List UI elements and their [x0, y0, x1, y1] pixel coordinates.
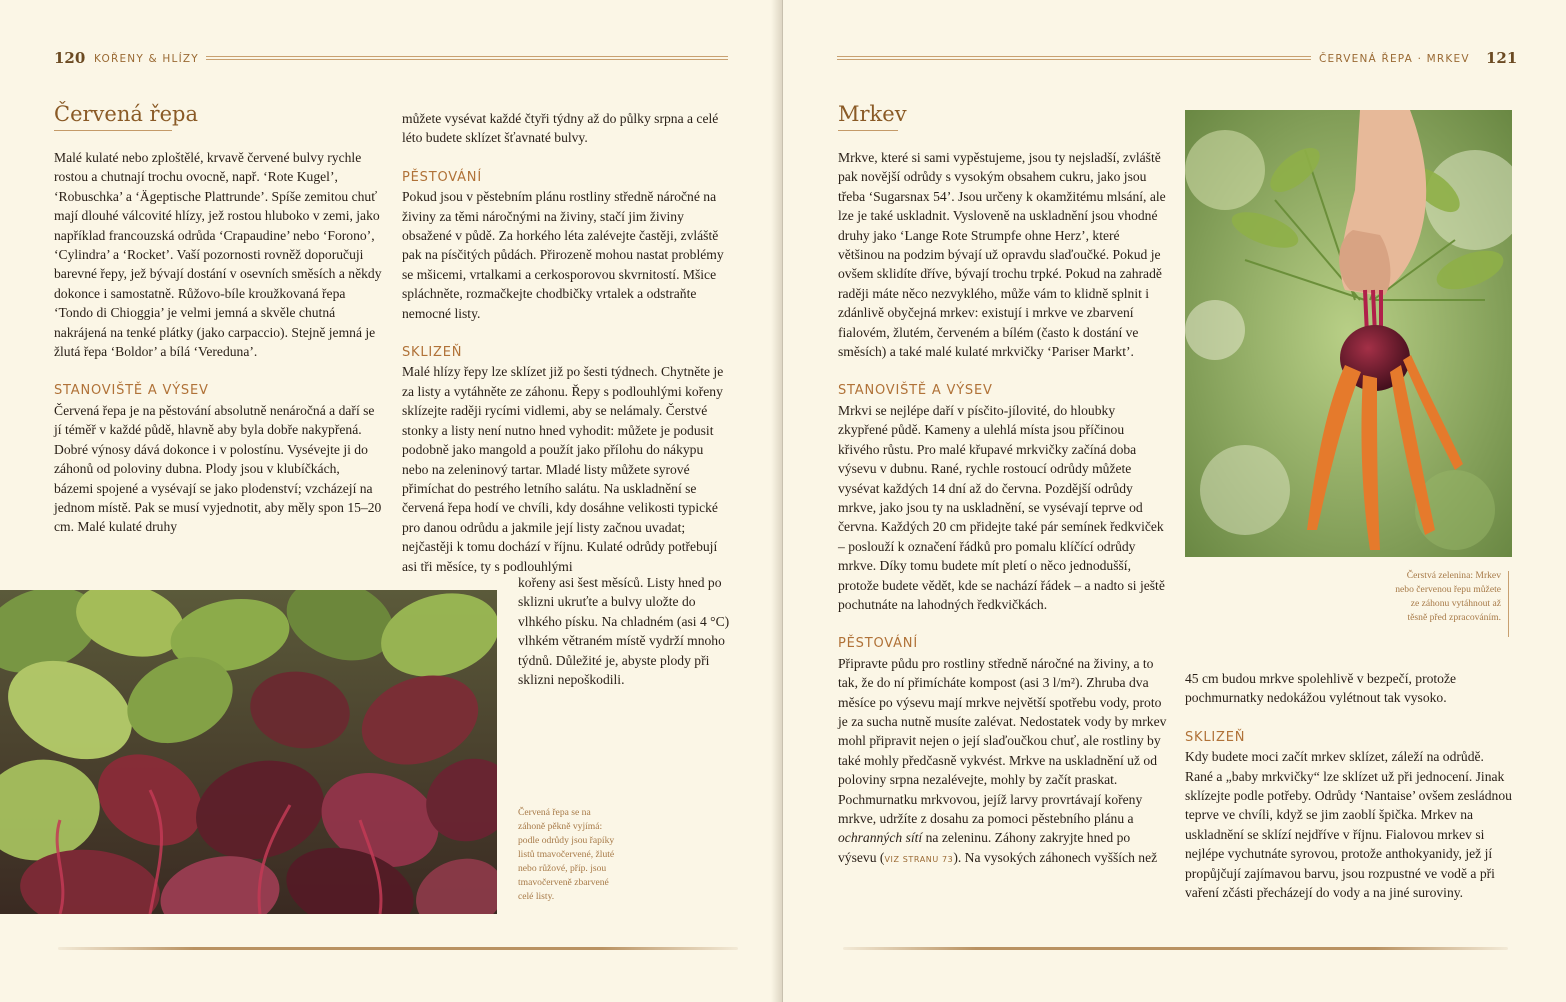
title-underline [54, 130, 172, 131]
page-number: 121 [1486, 49, 1518, 67]
section-heading: SKLIZEŇ [402, 345, 463, 361]
column-1 [54, 148, 382, 537]
section-heading: PĚSTOVÁNÍ [838, 636, 918, 652]
footer-rule [58, 947, 738, 950]
section-title: Mrkev [838, 102, 907, 126]
italic-term: ochranných sítí [838, 830, 923, 846]
text-run: Připravte půdu pro rostliny středně náročné na živiny, a to tak, že do ní přimícháte kompost (asi 3 l/m²). Zhruba dva měsíce po výsevu mají mrkve největší spotřebu vody, proto je za sucha nutně musíte zalévat. Nedostatek vody by mrkev mohl připravit nejen o její slaďoučkou chuť, ale rostliny by také mohly předčasně vykvést. Mrkve na uskladnění už od poloviny srpna nezalévejte, mohly by začít praskat. Pochmurnatku mrkvovou, jejíž larvy provrtávají kořeny mrkve, udržíte z dosahu za pomoci pěstebního plánu a [838, 655, 1167, 826]
column-2-continued [518, 573, 730, 689]
text-run: na zeleninu. Záhony zakryjte hned po výsevu ( [838, 830, 1131, 865]
section-heading: STANOVIŠTĚ A VÝSEV [54, 383, 209, 399]
paragraph: Malé hlízy řepy lze sklízet již po šesti týdnech. Chytněte je za listy a vytáhněte ze záhonu. Řepy s podlouhlými kořeny sklízejte raději rycími vidlemi, aby se nelámaly. Čerstvé stonky a listy není nutno hned vyhodit: můžete je podusit podobně jako mangold a použít jako přílohu do nákypu nebo na zeleninový tartar. Mladé listy můžete syrové přimíchat do pestrého letního salátu. Na uskladnění se červená řepa hodí ve chvíli, kdy dosáhne velikosti typické pro danou odrůdu a jakmile její listy začnou uvadat; nejčastěji k tomu dochází v říjnu. Kulaté odrůdy potřebují asi tři měsíce, ty s podlouhlými [402, 364, 724, 574]
paragraph: Pokud jsou v pěstebním plánu rostliny středně náročné na živiny za těmi náročnými na živiny, stačí jim živiny obsažené v půdě. Za horkého léta zalévejte častěji, zvláště pak na písčitých půdách. Přirozeně mohou nastat problémy se mšicemi, vrtalkami a cerkosporovou skvrnitostí. Mšice spláchněte, rozmačkejte chodbičky vrtalek a odstraňte nemocné listy. [402, 189, 724, 321]
running-head: ČERVENÁ ŘEPA · MRKEV [1319, 53, 1470, 65]
paragraph: Červená řepa je na pěstování absolutně nenáročná a daří se jí téměř v každé půdě, hlavně aby byla dobře nakypřená. Dobré výnosy dává dokonce i v polostínu. Vysévejte ji do záhonů od poloviny dubna. Plody jsou v klubíčkách, bázemi spojené a vysévají se jako plodenství; vzcházejí na jednom místě. Pak se musí vyjednotit, aby měly spon 15–20 cm. Malé kulaté druhy [54, 402, 382, 535]
paragraph: 45 cm budou mrkve spolehlivě v bezpečí, protože pochmurnatky nedokážou vylétnout tak vysoko. [1185, 671, 1457, 706]
caption-rule [1508, 571, 1509, 637]
intro-paragraph: Malé kulaté nebo zploštělé, krvavě červené bulvy rychle rostou a chutnají trochu ovocně, např. ‘Rote Kugel’, ‘Robuschka’ a ‘Ägeptische Plattrunde’. Spíše zemitou chuť mají dlouhé válcovité hlízy, jež rostou hluboko v zemi, jako například francouzská odrůda ‘Crapaudine’ nebo ‘Forono’, ‘Cylindra’ a ‘Rocket’. Vaší pozornosti rovněž doporučuji barevné řepy, jež bývají dostání v osevních směsích a někdy dokonce i samostatně. Růžovo-bíle kroužkovaná řepa ‘Tondo di Chioggia’ je velmi jemná a skvěle chutná nakrájená na tenké plátky (jako carpaccio). Stejně jemná je žlutá řepa ‘Boldor’ a bílá ‘Vereduna’. [54, 150, 382, 360]
right-page [783, 0, 1566, 1002]
column-2 [1185, 669, 1513, 902]
beet-leaves-photo [0, 590, 497, 914]
section-title: Červená řepa [54, 102, 198, 126]
photo-caption: Čerstvá zelenina: Mrkev nebo červenou řepu můžete ze záhonu vytáhnout až těsně před zpracováním. [1395, 570, 1501, 623]
intro-paragraph: Mrkve, které si sami vypěstujeme, jsou ty nejsladší, zvláště pak novější odrůdy s vysokým obsahem cukru, jako jsou třeba ‘Sugarsnax 54’. Jsou určeny k okamžitému mlsání, ale lze je také uskladnit. Vysloveně na uskladnění jsou vhodné druhy jako ‘Lange Rote Strumpfe ohne Herz’, které většinou na podzim bývají už opravdu slaďoučké. Pokud je ovšem sklidíte dříve, bývají trochu trpké. Pokud na zahradě raději máte něco nezvyklého, může vám to klidně splnit i zdánlivě obyčejná mrkev: existují i mrkve ve zbarvení fialovém, žlutém, červeném a bílém (často k dostání ve směsích) a také malé kulaté mrkvičky ‘Pariser Markt’. [838, 150, 1166, 360]
paragraph: Kdy budete moci začít mrkev sklízet, záleží na odrůdě. Rané a „baby mrkvičky“ lze sklízet už při jednocení. Jinak sklízejte podle potřeby. Odrůdy ‘Nantaise’ ovšem zesládnou teprve ve chvíli, když se jim zaoblí špička. Mrkev na uskladnění se sklízí nejdříve v říjnu. Fialovou mrkev si nejlépe vychutnáte syrovou, protože anthokyanidy, jež jí propůjčují zajímavou barvu, jsou rozpustné ve vodě a při vaření zčásti přecházejí do vody a na jiné suroviny. [1185, 749, 1512, 901]
paragraph: kořeny asi šest měsíců. Listy hned po sklizni ukruťte a bulvy uložte do vlhkého písku. Na chladném (asi 4 °C) vlhkém větraném místě vydrží mnoho týdnů. Důležité je, abyste plody při sklizni nepoškodili. [518, 575, 730, 688]
column-1 [838, 148, 1168, 869]
paragraph: Mrkvi se nejlépe daří v písčito-jílovité, do hloubky zkypřené půdě. Kameny a ulehlá místa jsou příčinou křivého růstu. Pro malé křupavé mrkvičky začíná doba výsevu v dubnu. Rané, rychle rostoucí odrůdy můžete vysévat každých 14 dní až do června. Pozdější odrůdy mrkve, jako jsou ty na uskladnění, se vysévají teprve od června. Každých 20 cm přidejte také pár semínek ředkviček – poslouží k označení řádků pro pomalu klíčící odrůdy mrkve. Díky tomu budete mít pletí o něco jednodušší, protože budete vědět, kde se nachází řádek – a nadto si ještě pochutnáte na lahodných ředkvičkách. [838, 402, 1165, 612]
section-heading: PĚSTOVÁNÍ [402, 169, 482, 185]
paragraph [838, 654, 1168, 869]
header-rule [837, 56, 1311, 60]
photo-caption: Červená řepa se na záhoně pěkně vyjímá: podle odrůdy jsou řapíky listů tmavočervené, žluté nebo růžové, příp. jsou tmavočerveně zbarvené celé listy. [518, 807, 615, 902]
page-number: 120 [54, 49, 86, 67]
page-cross-reference[interactable]: VIZ STRANU 73 [884, 854, 954, 864]
header-rule [206, 56, 728, 60]
text-run: ). Na vysokých záhonech vyšších než [953, 849, 1158, 865]
carrots-photo [1185, 110, 1512, 557]
section-heading: STANOVIŠTĚ A VÝSEV [838, 383, 993, 399]
title-underline [838, 130, 898, 131]
running-head: KOŘENY & HLÍZY [94, 53, 199, 65]
section-heading: SKLIZEŇ [1185, 729, 1246, 745]
column-2 [402, 109, 730, 576]
footer-rule [843, 947, 1508, 950]
paragraph: můžete vysévat každé čtyři týdny až do půlky srpna a celé léto budete sklízet šťavnaté bulvy. [402, 111, 719, 146]
